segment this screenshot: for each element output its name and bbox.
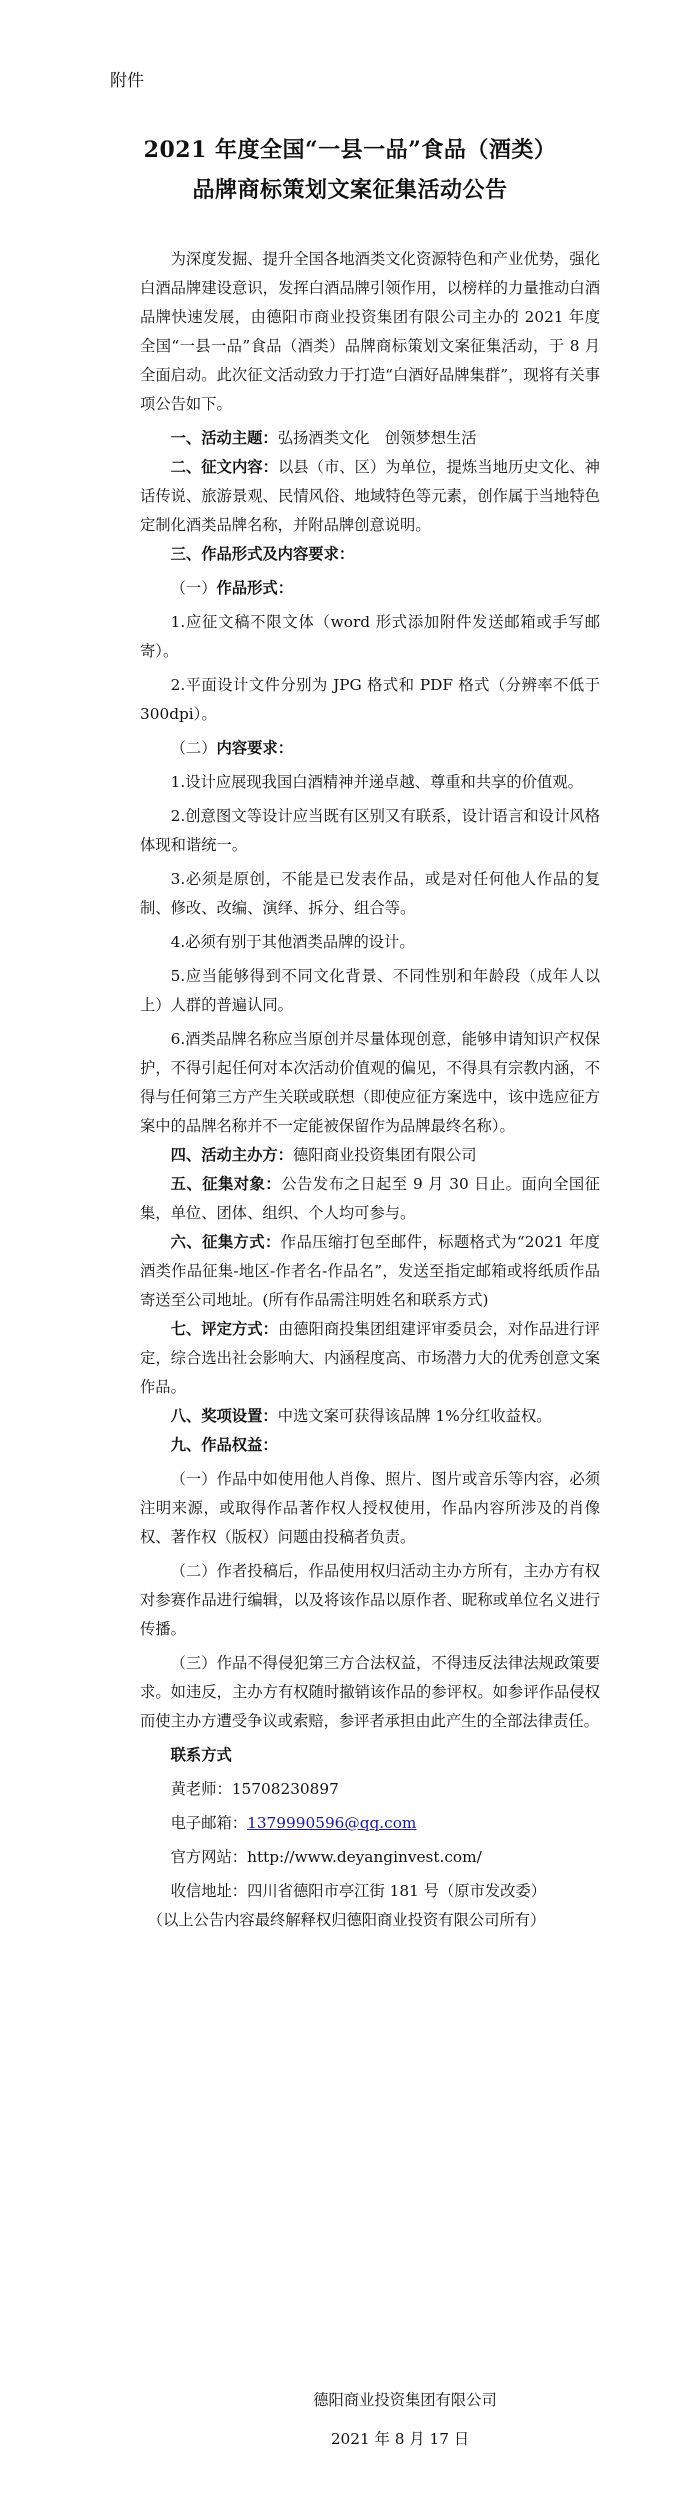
section-target-text: 公告发布之日起至 9 月 30 日止。面向全国征集，单位、团体、组织、个人均可参与。 — [140, 1175, 600, 1222]
form-item: 2.平面设计文件分别为 JPG 格式和 PDF 格式（分辨率不低于 300dpi）。 — [140, 676, 600, 723]
section-target — [140, 1170, 600, 1228]
section-method — [140, 1228, 600, 1315]
contact-address-text: 四川省德阳市亭江街 181 号（原市发改委） — [247, 1882, 547, 1900]
section-organizer — [140, 1141, 600, 1170]
section-evaluation-heading: 七、评定方式： — [170, 1320, 278, 1338]
contact-website-label: 官方网站： — [170, 1848, 248, 1866]
section-method-text: 作品压缩打包至邮件，标题格式为“2021 年度酒类作品征集-地区-作者名-作品名”，发送至指定邮箱或将纸质作品寄送至公司地址。(所有作品需注明姓名和联系方式) — [140, 1233, 600, 1309]
section-theme-heading: 一、活动主题： — [170, 429, 278, 447]
subsection-form-title: 作品形式： — [216, 579, 293, 597]
title-line-1: 2021 年度全国“一县一品”食品（酒类） — [143, 137, 557, 163]
section-theme — [140, 424, 600, 453]
announcement-body — [140, 245, 600, 1935]
contact-address — [140, 1877, 600, 1906]
contact-email-label: 电子邮箱： — [170, 1814, 248, 1832]
subsection-content-prefix: （二） — [170, 739, 217, 757]
rights-item: （三）作品不得侵犯第三方合法权益，不得违反法律法规政策要求。如违反，主办方有权随时撤销该作品的参评权。如参评作品侵权而使主办方遭受争议或索赔，参评者承担由此产生的全部法律责任。 — [140, 1654, 600, 1730]
section-organizer-text: 德阳商业投资集团有限公司 — [292, 1146, 477, 1164]
contact-heading: 联系方式 — [170, 1746, 232, 1764]
subsection-form — [140, 574, 600, 603]
rights-item: （二）作者投稿后，作品使用权归活动主办方所有，主办方有权对参赛作品进行编辑，以及将该作品以原作者、昵称或单位名义进行传播。 — [140, 1562, 600, 1638]
content-item: 6.酒类品牌名称应当原创并尽量体现创意，能够申请知识产权保护，不得引起任何对本次活动价值观的偏见，不得具有宗教内涵，不得与任何第三方产生关联或联想（即使应征方案选中，该中选应征方案中的品牌名称并不一定能被保留作为品牌最终名称）。 — [140, 1030, 600, 1135]
contact-email — [140, 1809, 600, 1838]
content-item: 1.设计应展现我国白酒精神并递卓越、尊重和共享的价值观。 — [170, 773, 583, 791]
section-evaluation-text: 由德阳商投集团组建评审委员会，对作品进行评定，综合选出社会影响大、内涵程度高、市场潜力大的优秀创意文案作品。 — [140, 1320, 600, 1396]
section-requirements-heading: 三、作品形式及内容要求： — [170, 545, 355, 563]
section-method-heading: 六、征集方式： — [170, 1233, 281, 1251]
section-awards-heading: 八、奖项设置： — [170, 1407, 278, 1425]
section-content-text: 以县（市、区）为单位，提炼当地历史文化、神话传说、旅游景观、民情风俗、地域特色等元素，创作属于当地特色定制化酒类品牌名称，并附品牌创意说明。 — [140, 458, 600, 534]
contact-website — [140, 1843, 600, 1872]
section-awards — [140, 1402, 600, 1431]
interpretation-note: （以上公告内容最终解释权归德阳商业投资有限公司所有） — [147, 1911, 546, 1929]
subsection-form-prefix: （一） — [170, 579, 217, 597]
form-item: 1.应征文稿不限文体（word 形式添加附件发送邮箱或手写邮寄）。 — [140, 613, 600, 660]
intro-paragraph: 为深度发掘、提升全国各地酒类文化资源特色和产业优势，强化白酒品牌建设意识，发挥白酒品牌引领作用，以榜样的力量推动白酒品牌快速发展，由德阳市商业投资集团有限公司主办的 2021 年度全国“一县一品”食品（酒类）品牌商标策划文案征集活动，于 8 月全面启动。此次征文活动致力于打造“白酒好品牌集群”，现将有关事项公告如下。 — [140, 250, 600, 413]
section-organizer-heading: 四、活动主办方： — [170, 1146, 293, 1164]
contact-teacher — [140, 1775, 600, 1804]
content-item: 4.必须有别于其他酒类品牌的设计。 — [170, 933, 415, 951]
content-item: 5.应当能够得到不同文化背景、不同性别和年龄段（成年人以上）人群的普遍认同。 — [140, 967, 600, 1014]
subsection-content-title: 内容要求： — [216, 739, 293, 757]
title-line-2: 品牌商标策划文案征集活动公告 — [192, 177, 508, 203]
contact-teacher-label: 黄老师： — [170, 1780, 232, 1798]
section-content-heading: 二、征文内容： — [170, 458, 278, 476]
subsection-content — [140, 734, 600, 763]
signature-date: 2021 年 8 月 17 日 — [330, 2430, 470, 2448]
section-target-heading: 五、征集对象： — [170, 1175, 282, 1193]
section-awards-text: 中选文案可获得该品牌 1%分红收益权。 — [277, 1407, 552, 1425]
contact-teacher-phone[interactable]: 15708230897 — [231, 1780, 339, 1798]
rights-item: （一）作品中如使用他人肖像、照片、图片或音乐等内容，必须注明来源，或取得作品著作权人授权使用，作品内容所涉及的肖像权、著作权（版权）问题由投稿者负责。 — [140, 1470, 600, 1546]
section-rights-heading: 九、作品权益： — [170, 1436, 278, 1454]
contact-email-link[interactable]: 1379990596@qq.com — [247, 1814, 417, 1832]
contact-address-label: 收信地址： — [170, 1882, 248, 1900]
section-evaluation — [140, 1315, 600, 1402]
content-item: 2.创意图文等设计应当既有区别又有联系，设计语言和设计风格体现和谐统一。 — [140, 807, 600, 854]
section-theme-text: 弘扬酒类文化 创领梦想生活 — [277, 429, 477, 447]
attachment-label: 附件 — [110, 71, 144, 91]
section-content — [140, 453, 600, 540]
signature-org: 德阳商业投资集团有限公司 — [313, 2391, 497, 2409]
content-item: 3.必须是原创，不能是已发表作品，或是对任何他人作品的复制、修改、改编、演绎、拆分、组合等。 — [140, 870, 600, 917]
contact-website-url[interactable]: http://www.deyanginvest.com/ — [247, 1848, 482, 1866]
